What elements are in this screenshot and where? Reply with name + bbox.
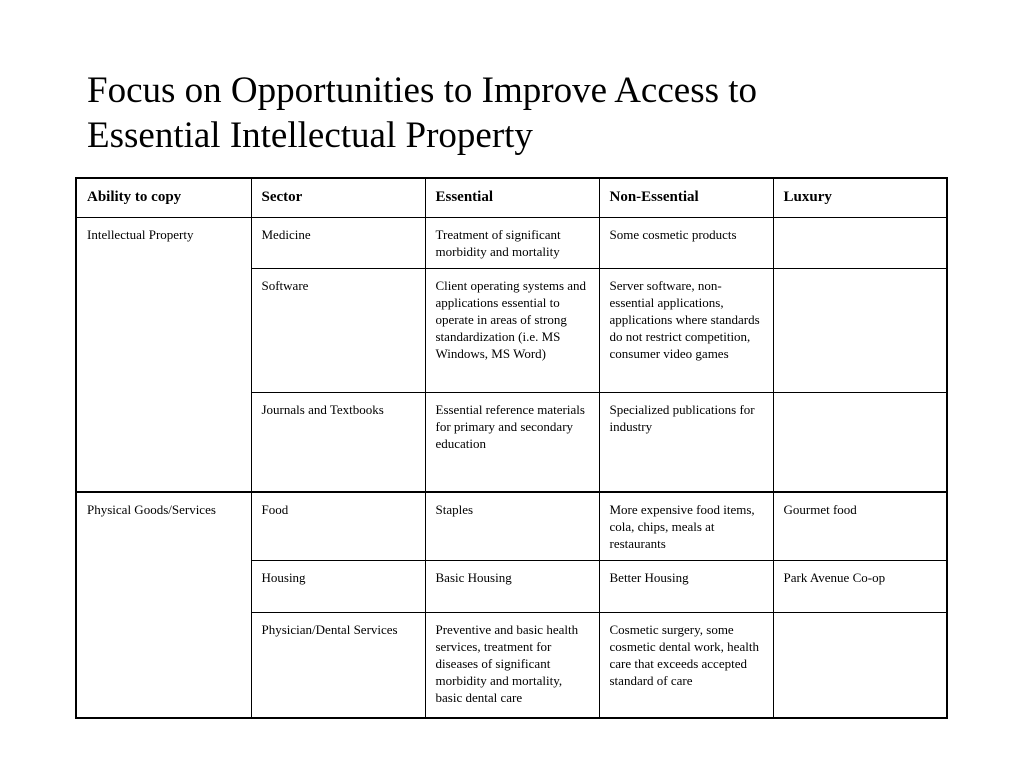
header-sector: Sector	[251, 178, 425, 217]
cell-sector: Housing	[251, 560, 425, 612]
cell-non-essential: Some cosmetic products	[599, 217, 773, 268]
cell-non-essential: Specialized publications for industry	[599, 392, 773, 492]
group-label-physical-goods-services: Physical Goods/Services	[76, 492, 251, 718]
cell-sector: Journals and Textbooks	[251, 392, 425, 492]
cell-non-essential: Server software, non-essential applications, applications where standards do not restrict competition, consumer video games	[599, 268, 773, 392]
cell-luxury: Park Avenue Co-op	[773, 560, 947, 612]
cell-luxury: Gourmet food	[773, 492, 947, 560]
cell-luxury	[773, 612, 947, 718]
cell-sector: Medicine	[251, 217, 425, 268]
header-luxury: Luxury	[773, 178, 947, 217]
slide-title-line-1: Focus on Opportunities to Improve Access to	[87, 70, 758, 111]
cell-essential: Client operating systems and applications essential to operate in areas of strong standardization (i.e. MS Windows, MS Word)	[425, 268, 599, 392]
cell-luxury	[773, 268, 947, 392]
table-row	[76, 492, 947, 560]
cell-non-essential: Better Housing	[599, 560, 773, 612]
cell-non-essential: Cosmetic surgery, some cosmetic dental work, health care that exceeds accepted standard of care	[599, 612, 773, 718]
cell-sector: Food	[251, 492, 425, 560]
cell-luxury	[773, 392, 947, 492]
cell-luxury	[773, 217, 947, 268]
cell-sector: Physician/Dental Services	[251, 612, 425, 718]
cell-essential: Preventive and basic health services, treatment for diseases of significant morbidity and mortality, basic dental care	[425, 612, 599, 718]
cell-essential: Essential reference materials for primary and secondary education	[425, 392, 599, 492]
header-ability-to-copy: Ability to copy	[76, 178, 251, 217]
cell-non-essential: More expensive food items, cola, chips, meals at restaurants	[599, 492, 773, 560]
slide-title-line-2: Essential Intellectual Property	[87, 115, 533, 156]
access-table	[75, 177, 948, 719]
cell-essential: Basic Housing	[425, 560, 599, 612]
cell-sector: Software	[251, 268, 425, 392]
header-non-essential: Non-Essential	[599, 178, 773, 217]
table-header-row	[76, 178, 947, 217]
cell-essential: Treatment of significant morbidity and mortality	[425, 217, 599, 268]
table-container	[75, 177, 948, 719]
cell-essential: Staples	[425, 492, 599, 560]
table-row	[76, 217, 947, 268]
group-label-intellectual-property: Intellectual Property	[76, 217, 251, 492]
header-essential: Essential	[425, 178, 599, 217]
slide-title	[87, 68, 967, 158]
